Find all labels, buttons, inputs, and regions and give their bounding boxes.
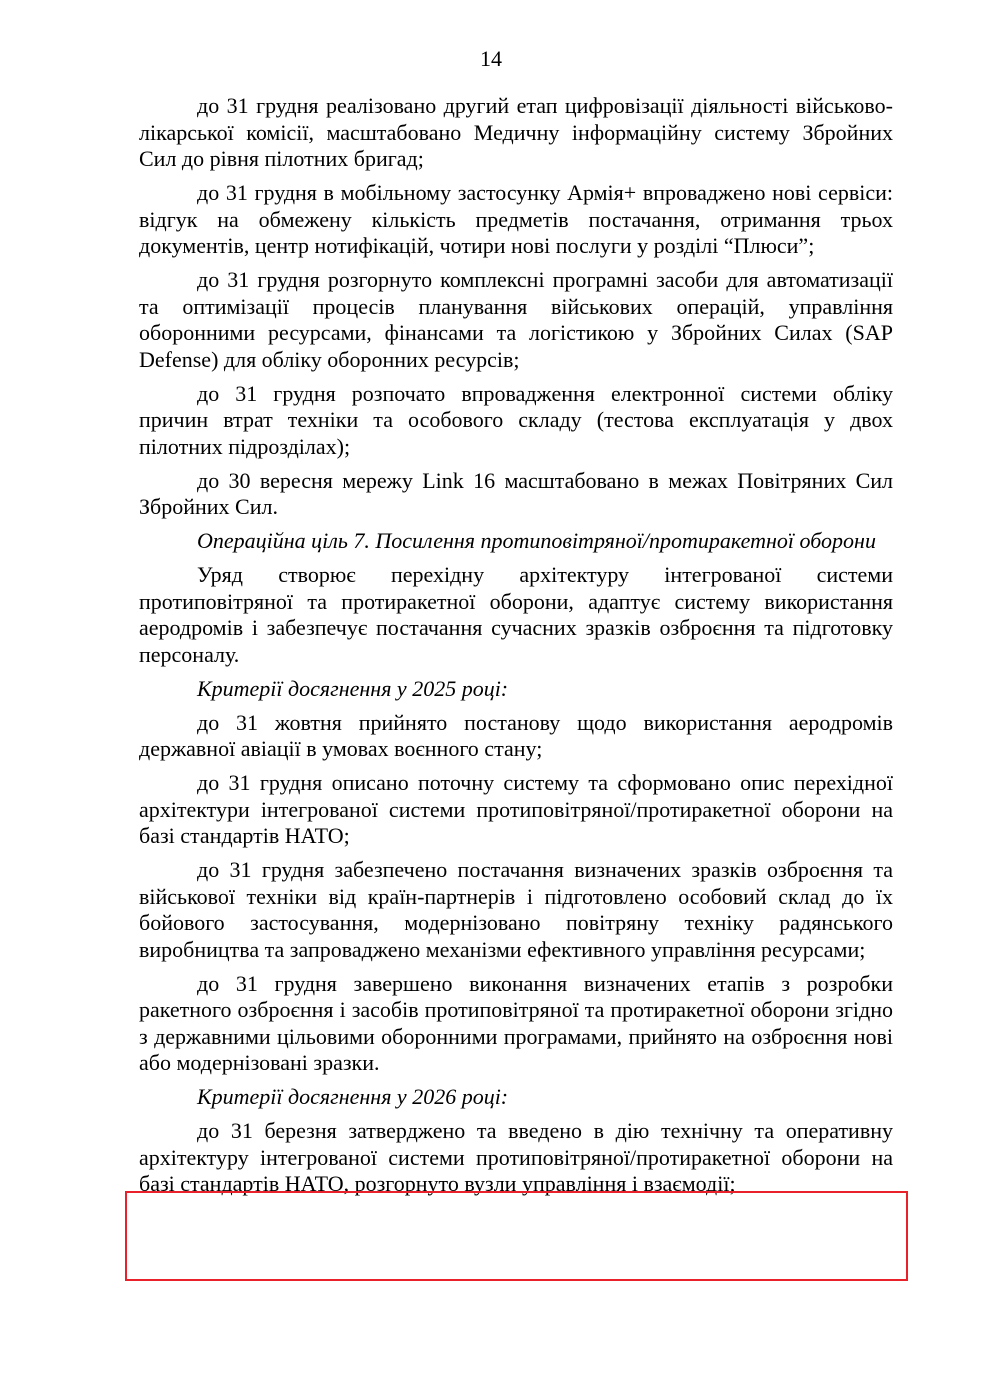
paragraph: до 30 вересня мережу Link 16 масштабовано в межах Повітряних Сил Збройних Сил. xyxy=(139,467,893,519)
section-heading: Операційна ціль 7. Посилення протиповітряної/протиракетної оборони xyxy=(197,528,876,553)
page-number: 14 xyxy=(480,46,502,71)
highlighted-paragraph: до 31 березня затверджено та введено в дію технічну та оперативну архітектуру інтегрованої системи протиповітряної/протиракетної оборони на базі стандартів НАТО, розгорнуто вузли управління і взаємодії; xyxy=(139,1118,893,1196)
paragraph: до 31 грудня розпочато впровадження електронної системи обліку причин втрат техніки та особового складу (тестова експлуатація у двох пілотних підрозділах); xyxy=(139,380,893,459)
paragraph: Уряд створює перехідну архітектуру інтегрованої системи протиповітряної та протиракетної оборони, адаптує систему використання аеродромів і забезпечує постачання сучасних зразків озброєння та підготовку персоналу. xyxy=(139,562,893,667)
criteria-heading: Критерії досягнення у 2026 році: xyxy=(197,1084,509,1109)
paragraph: до 31 грудня описано поточну систему та сформовано опис перехідної архітектури інтегрованої системи протиповітряної/протиракетної оборони на базі стандартів НАТО; xyxy=(139,770,893,848)
document-body xyxy=(139,93,893,1205)
criteria-heading: Критерії досягнення у 2025 році: xyxy=(197,675,509,701)
paragraph: до 31 грудня в мобільному застосунку Армія+ впроваджено нові сервіси: відгук на обмежену кількість предметів постачання, отримання трьох документів, центр нотифікацій, чотири нові послуги у розділі “Плюси”; xyxy=(139,180,893,258)
paragraph: до 31 грудня розгорнуто комплексні програмні засоби для автоматизації та оптимізації процесів планування військових операцій, управління оборонними ресурсами, фінансами та логістикою у Збройних Силах (SAP Defense) для обліку оборонних ресурсів; xyxy=(139,267,893,372)
paragraph: до 31 грудня забезпечено постачання визначених зразків озброєння та військової техніки від країн-партнерів і підготовлено особовий склад до їх бойового застосування, модернізовано повітряну техніку радянського виробництва та запроваджено механізми ефективного управління ресурсами; xyxy=(139,857,893,962)
paragraph: до 31 грудня завершено виконання визначених етапів з розробки ракетного озброєння і засобів протиповітряної та протиракетної оборони згідно з державними цільовими оборонними програмами, прийнято на озброєння нові або модернізовані зразки. xyxy=(139,970,893,1075)
paragraph: до 31 грудня реалізовано другий етап цифровізації діяльності військово-лікарської комісії, масштабовано Медичну інформаційну систему Збройних Сил до рівня пілотних бригад; xyxy=(139,93,893,171)
paragraph: до 31 жовтня прийнято постанову щодо використання аеродромів державної авіації в умовах воєнного стану; xyxy=(139,709,893,761)
highlight-box xyxy=(125,1191,908,1281)
